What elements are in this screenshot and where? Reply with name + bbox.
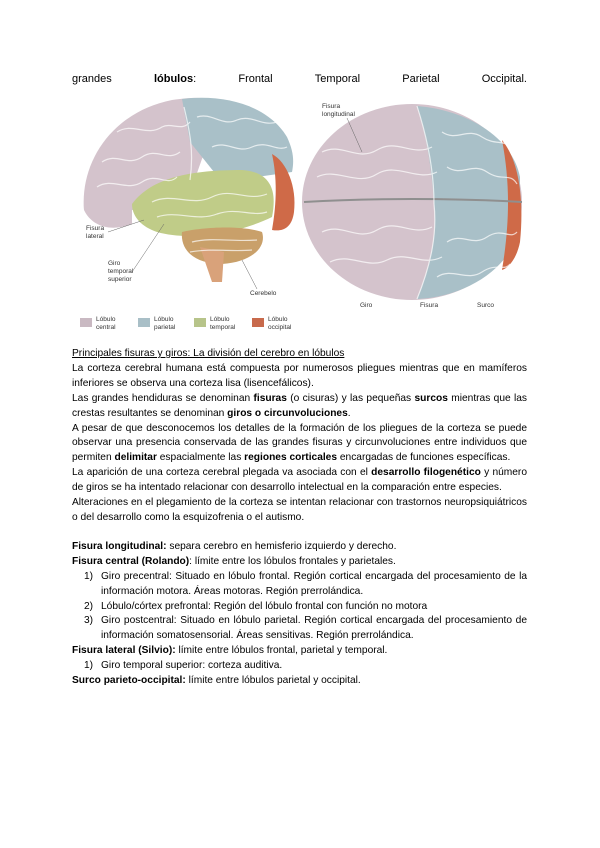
brain-figure [72,92,528,337]
paragraph-4 [72,466,527,496]
legend-central-2: central [96,324,116,331]
fisura-central [72,555,527,570]
fisura-lateral-desc: límite entre lóbulos frontal, parietal y temporal. [175,645,388,657]
central-list [72,570,527,645]
p3-e: encargadas de funciones específicas. [337,452,511,464]
label-bottom-surco: Surco [477,302,494,309]
list-text: Giro postcentral: Situado en lóbulo parietal. Región cortical encargada del procesamiento de información somatosensorial. Áreas sensitivas. Región prerrolándica. [101,615,527,642]
p4-b: desarrollo filogenético [371,467,481,479]
label-fisura-long-2: longitudinal [322,111,355,118]
fisura-longitudinal [72,540,527,555]
label-giro-temporal-1: Giro [108,260,121,267]
p2-b: fisuras [253,392,287,404]
legend-central-1: Lóbulo [96,316,116,323]
list-number: 3) [83,615,93,627]
lobes-line [72,73,527,85]
label-bottom-fisura: Fisura [420,302,439,309]
lobes-bold: lóbulos [153,73,194,85]
lateral-brain-view [84,98,295,282]
legend-parietal-1: Lóbulo [154,316,174,323]
list-number: 1) [83,570,93,582]
fisura-lateral [72,644,527,659]
p4-a: La aparición de una corteza cerebral plegada va asociada con el [72,467,372,479]
p2-a: Las grandes hendiduras se denominan [72,392,254,404]
paragraph-3 [72,422,527,467]
legend-parietal-2: parietal [154,324,176,331]
p3-d: regiones corticales [244,452,338,464]
paragraph-5: Alteraciones en el plegamiento de la corteza se intentan relacionar con trastornos neuropsiquiátricos o del desarrollo como la esquizofrenia o el autismo. [72,497,527,523]
fisura-longitudinal-desc: separa cerebro en hemisferio izquierdo y derecho. [166,540,397,552]
p2-c: (o cisuras) y las pequeñas [286,392,415,404]
legend-swatch-occipital [252,318,264,327]
legend-swatch-central [80,318,92,327]
label-fisura-lateral-1: Fisura [86,225,105,232]
document-body [72,347,527,689]
label-fisura-lateral-2: lateral [86,233,104,240]
label-bottom-giro: Giro [360,302,373,309]
lobe-occipital: Occipital. [481,73,527,85]
p4-c: y número de giros se ha intentado relacionar con desarrollo intelectual en la comparación entre especies. [72,467,527,494]
lobes-lead: grandes [72,73,112,85]
p2-e: mientras que las crestas resultantes se denominan [72,392,528,419]
fisura-central-desc: : límite entre los lóbulos frontales y parietales. [189,555,396,567]
label-fisura-long-1: Fisura [322,103,341,110]
list-number: 1) [83,660,93,672]
legend-temporal-1: Lóbulo [210,316,230,323]
fisura-central-term: Fisura central (Rolando) [72,555,190,567]
spacer [72,526,527,540]
list-text: Giro precentral: Situado en lóbulo frontal. Región cortical encargada del procesamiento de la información motora. Áreas motoras. Región prerrolándica. [101,570,527,597]
brainstem-region [200,247,224,282]
section-heading: Principales fisuras y giros: La división del cerebro en lóbulos [72,348,345,359]
list-item [72,614,527,644]
paragraph-2 [72,392,527,422]
p2-d: surcos [414,392,448,404]
lobe-parietal: Parietal [402,73,440,85]
label-giro-temporal-3: superior [108,276,132,283]
legend-temporal-2: temporal [210,324,236,331]
surco-term: Surco parieto-occipital: [72,675,186,687]
legend-occipital-2: occipital [268,324,292,331]
surco-desc: límite entre lóbulos parietal y occipital. [185,675,361,687]
fisura-longitudinal-term: Fisura longitudinal: [72,540,167,552]
paragraph-1: La corteza cerebral humana está compuesta por numerosos pliegues mientras que en mamíferos inferiores se observa una corteza lisa (lisencefálicos). [72,362,527,389]
legend-swatch-temporal [194,318,206,327]
lateral-list [72,659,527,674]
fisura-lateral-term: Fisura lateral (Silvio): [72,645,176,657]
p3-b: delimitar [114,452,157,464]
brain-illustration [72,92,528,337]
list-item [72,659,527,674]
p2-g: . [347,407,351,419]
p3-c: espacialmente las [156,452,245,464]
lobe-frontal: Frontal [238,73,273,85]
lobes-colon: : [193,73,197,85]
label-cerebelo: Cerebelo [250,290,277,297]
top-brain-view [302,104,522,300]
lobe-temporal: Temporal [314,73,361,85]
legend-swatch-parietal [138,318,150,327]
legend-occipital-1: Lóbulo [268,316,288,323]
list-item [72,570,527,600]
list-text: Lóbulo/córtex prefrontal: Región del lóbulo frontal con función no motora [101,600,428,612]
surco-parieto-occipital [72,674,527,689]
list-number: 2) [83,600,93,612]
p3-a: A pesar de que desconocemos los detalles de la formación de los pliegues de la corteza se puede observar una presencia conservada de las grandes fisuras y circunvoluciones entre individuos que permiten [72,422,527,464]
p2-f: giros o circunvoluciones [227,407,348,419]
list-item [72,600,527,615]
lobe-legend [80,316,292,331]
list-text: Giro temporal superior: corteza auditiva. [101,660,283,672]
label-giro-temporal-2: temporal [108,268,134,275]
lobes-label [154,73,196,85]
